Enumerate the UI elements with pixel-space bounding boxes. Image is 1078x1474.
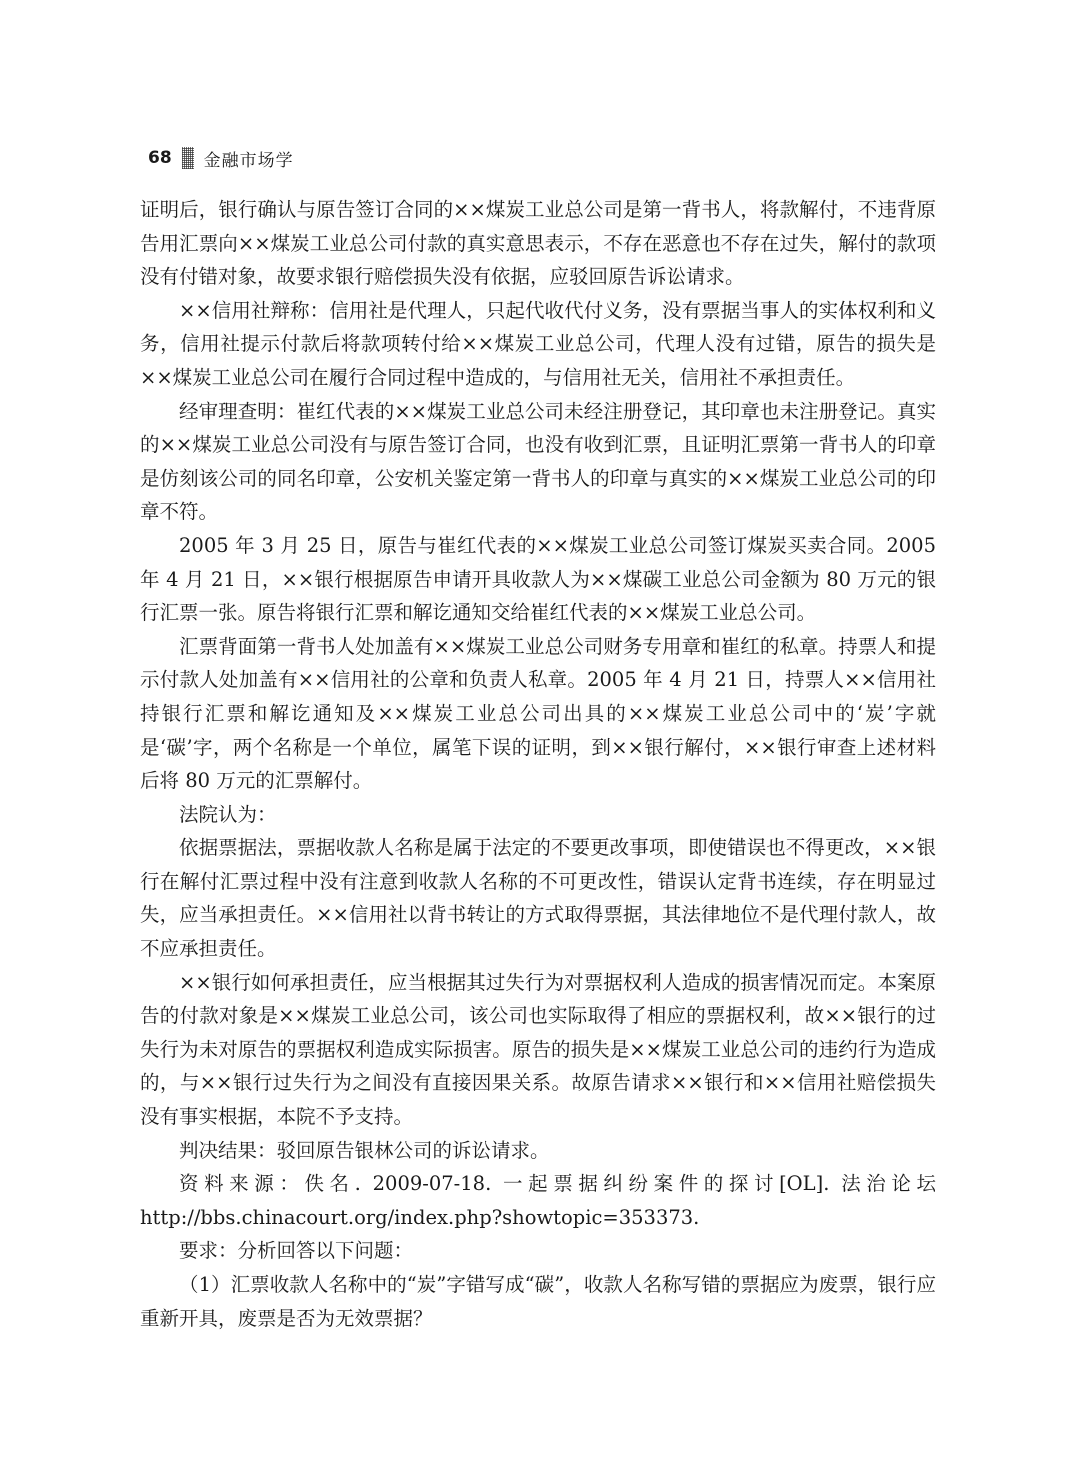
book-title: 金融市场学 [203,150,294,171]
paragraph: 经审理查明：崔红代表的××煤炭工业总公司未经注册登记，其印章也未注册登记。真实的××煤炭工业总公司没有与原告签订合同，也没有收到汇票，且证明汇票第一背书人的印章是仿刻该公司的同名印章，公安机关鉴定第一背书人的印章与真实的××煤炭工业总公司的印章不符。 [140,399,936,524]
paragraph: 依据票据法，票据收款人名称是属于法定的不要更改事项，即使错误也不得更改，××银行在解付汇票过程中没有注意到收款人名称的不可更改性，错误认定背书连续，存在明显过失，应当承担责任。××信用社以背书转让的方式取得票据，其法律地位不是代理付款人，故不应承担责任。 [140,836,936,961]
paragraph: 法院认为： [179,802,277,826]
header-ornament-icon [182,147,194,169]
body-text [140,193,936,1335]
question-item: （1）汇票收款人名称中的“炭”字错写成“碳”，收款人名称写错的票据应为废票，银行应重新开具，废票是否为无效票据？ [140,1273,936,1330]
paragraph: 判决结果：驳回原告银林公司的诉讼请求。 [179,1138,550,1162]
paragraph: 要求：分析回答以下问题： [179,1239,414,1263]
paragraph: 汇票背面第一背书人处加盖有××煤炭工业总公司财务专用章和崔红的私章。持票人和提示付款人处加盖有××信用社的公章和负责人私章。2005 年 4 月 21 日，持票人××信用社持银行汇票和解讫通知及××煤炭工业总公司出具的××煤炭工业总公司中的‘炭’字就是‘碳’字，两个名称是一个单位，属笔下误的证明，到××银行解付，××银行审查上述材料后将 80 万元的汇票解付。 [140,634,936,793]
running-header [148,143,294,173]
paragraph: ××信用社辩称：信用社是代理人，只起代收代付义务，没有票据当事人的实体权利和义务，信用社提示付款后将款项转付给××煤炭工业总公司，代理人没有过错，原告的损失是××煤炭工业总公司在履行合同过程中造成的，与信用社无关，信用社不承担责任。 [140,298,936,389]
source-citation: 资料来源：佚名. 2009-07-18. 一起票据纠纷案件的探讨[OL]. 法治论坛 http://bbs.chinacourt.org/index.php?showtopic=353373. [140,1172,936,1229]
paragraph: ××银行如何承担责任，应当根据其过失行为对票据权利人造成的损害情况而定。本案原告的付款对象是××煤炭工业总公司，该公司也实际取得了相应的票据权利，故××银行的过失行为未对原告的票据权利造成实际损害。原告的损失是××煤炭工业总公司的违约行为造成的，与××银行过失行为之间没有直接因果关系。故原告请求××银行和××信用社赔偿损失没有事实根据，本院不予支持。 [140,970,936,1129]
paragraph: 证明后，银行确认与原告签订合同的××煤炭工业总公司是第一背书人，将款解付，不违背原告用汇票向××煤炭工业总公司付款的真实意思表示，不存在恶意也不存在过失，解付的款项没有付错对象，故要求银行赔偿损失没有依据，应驳回原告诉讼请求。 [140,198,936,289]
page-number: 68 [148,148,172,168]
paragraph: 2005 年 3 月 25 日，原告与崔红代表的××煤炭工业总公司签订煤炭买卖合同。2005 年 4 月 21 日，××银行根据原告申请开具收款人为××煤碳工业总公司金额为 80 万元的银行汇票一张。原告将银行汇票和解讫通知交给崔红代表的××煤炭工业总公司。 [140,533,936,625]
